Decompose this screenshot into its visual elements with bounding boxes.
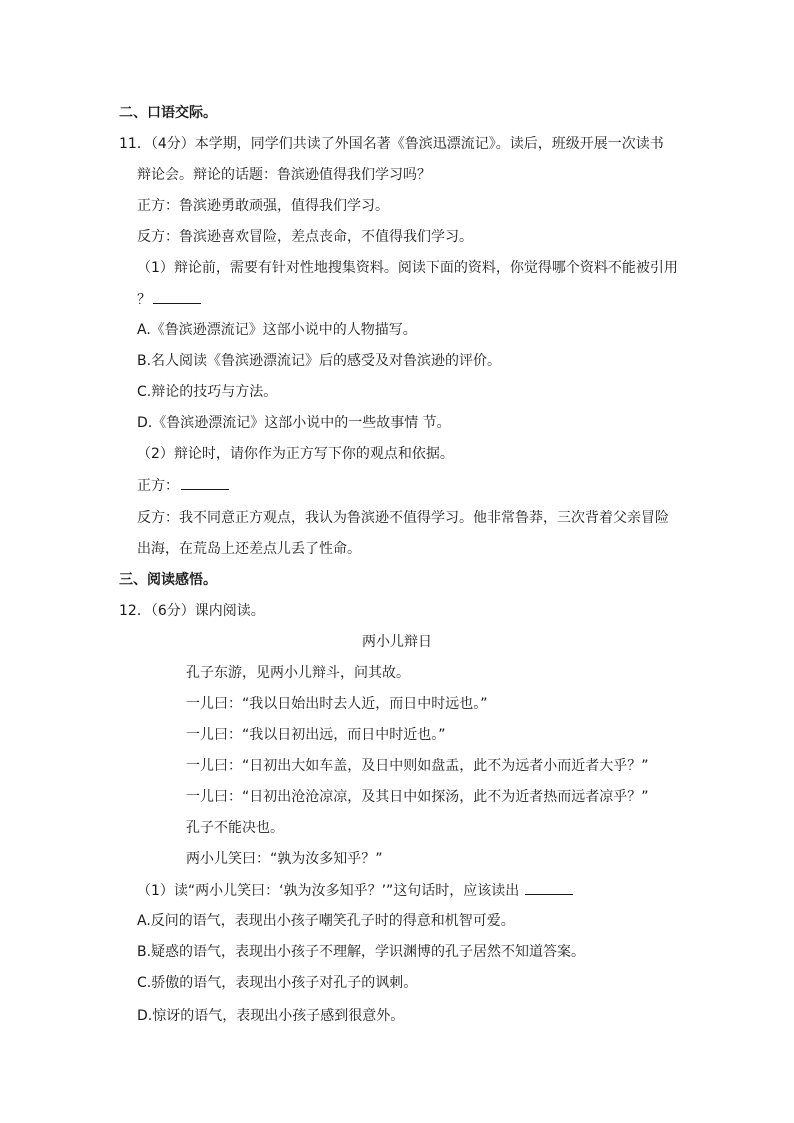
passage-title: 两小儿辩日 [362, 634, 432, 650]
q12-option-b: B.疑惑的语气，表现出小孩子不理解，学识渊博的孔子居然不知道答案。 [137, 944, 586, 960]
passage-line: 两小儿笑曰：“孰为汝多知乎？” [186, 851, 383, 867]
q11-con-position: 反方：鲁滨逊喜欢冒险，差点丧命，不值得我们学习。 [137, 229, 473, 245]
passage-line: 一儿曰：“日初出大如车盖，及日中则如盘盂，此不为远者小而近者大乎？” [186, 758, 649, 774]
answer-blank[interactable] [153, 289, 201, 304]
q12-sub1-text: （1）读“两小儿笑曰：‘孰为汝多知乎？’”这句话时，应该读出 [137, 883, 520, 899]
passage-line: 一儿曰：“日初出沧沧凉凉，及其日中如探汤，此不为近者热而远者凉乎？” [186, 789, 649, 805]
section-heading-reading: 三、阅读感悟。 [119, 572, 217, 588]
q11-option-d: D.《鲁滨逊漂流记》这部小说中的一些故事情 节。 [137, 415, 451, 431]
q12-option-d: D.惊讶的语气，表现出小孩子感到很意外。 [137, 1008, 405, 1024]
q11-option-c: C.辩论的技巧与方法。 [137, 384, 278, 400]
q11-con-statement-line1: 反方：我不同意正方观点，我认为鲁滨逊不值得学习。他非常鲁莽，三次背着父亲冒险 [137, 510, 669, 526]
q11-option-a: A.《鲁滨逊漂流记》这部小说中的人物描写。 [137, 322, 417, 338]
q11-sub2: （2）辩论时，请你作为正方写下你的观点和依据。 [137, 446, 454, 462]
passage-line: 一儿曰：“我以日始出时去人近，而日中时远也。” [186, 696, 488, 712]
answer-blank[interactable] [525, 880, 573, 895]
section-heading-oral: 二、口语交际。 [119, 105, 217, 121]
q11-con-statement-line2: 出海，在荒岛上还差点儿丢了性命。 [137, 541, 361, 557]
pro-answer-label: 正方： [137, 478, 179, 494]
q12-option-c: C.骄傲的语气，表现出小孩子对孔子的讽刺。 [137, 975, 418, 991]
answer-blank[interactable] [181, 475, 229, 490]
passage-line: 孔子不能决也。 [186, 820, 284, 836]
passage-line: 一儿曰：“我以日初出远，而日中时近也。” [186, 727, 446, 743]
passage-line: 孔子东游，见两小儿辩斗，问其故。 [186, 665, 410, 681]
q11-sub1-line2 [137, 289, 201, 310]
q11-pro-answer [137, 475, 229, 496]
q12-option-a: A.反问的语气，表现出小孩子嘲笑孔子时的得意和机智可爱。 [137, 913, 515, 929]
q11-pro-position: 正方：鲁滨逊勇敢顽强，值得我们学习。 [137, 198, 389, 214]
q11-stem-line1: 11．（4分）本学期，同学们共读了外国名著《鲁滨迅漂流记》。读后，班级开展一次读书 [119, 136, 664, 152]
q12-sub1 [137, 880, 573, 901]
q11-sub1-question-mark: ？ [137, 292, 151, 308]
q11-option-b: B.名人阅读《鲁滨逊漂流记》后的感受及对鲁滨逊的评价。 [137, 353, 502, 369]
q11-stem-line2: 辩论会。辩论的话题：鲁滨逊值得我们学习吗？ [137, 167, 431, 183]
q11-sub1-line1: （1）辩论前，需要有针对性地搜集资料。阅读下面的资料，你觉得哪个资料不能被引用 [137, 260, 678, 276]
q12-stem: 12．（6分）课内阅读。 [119, 603, 265, 619]
